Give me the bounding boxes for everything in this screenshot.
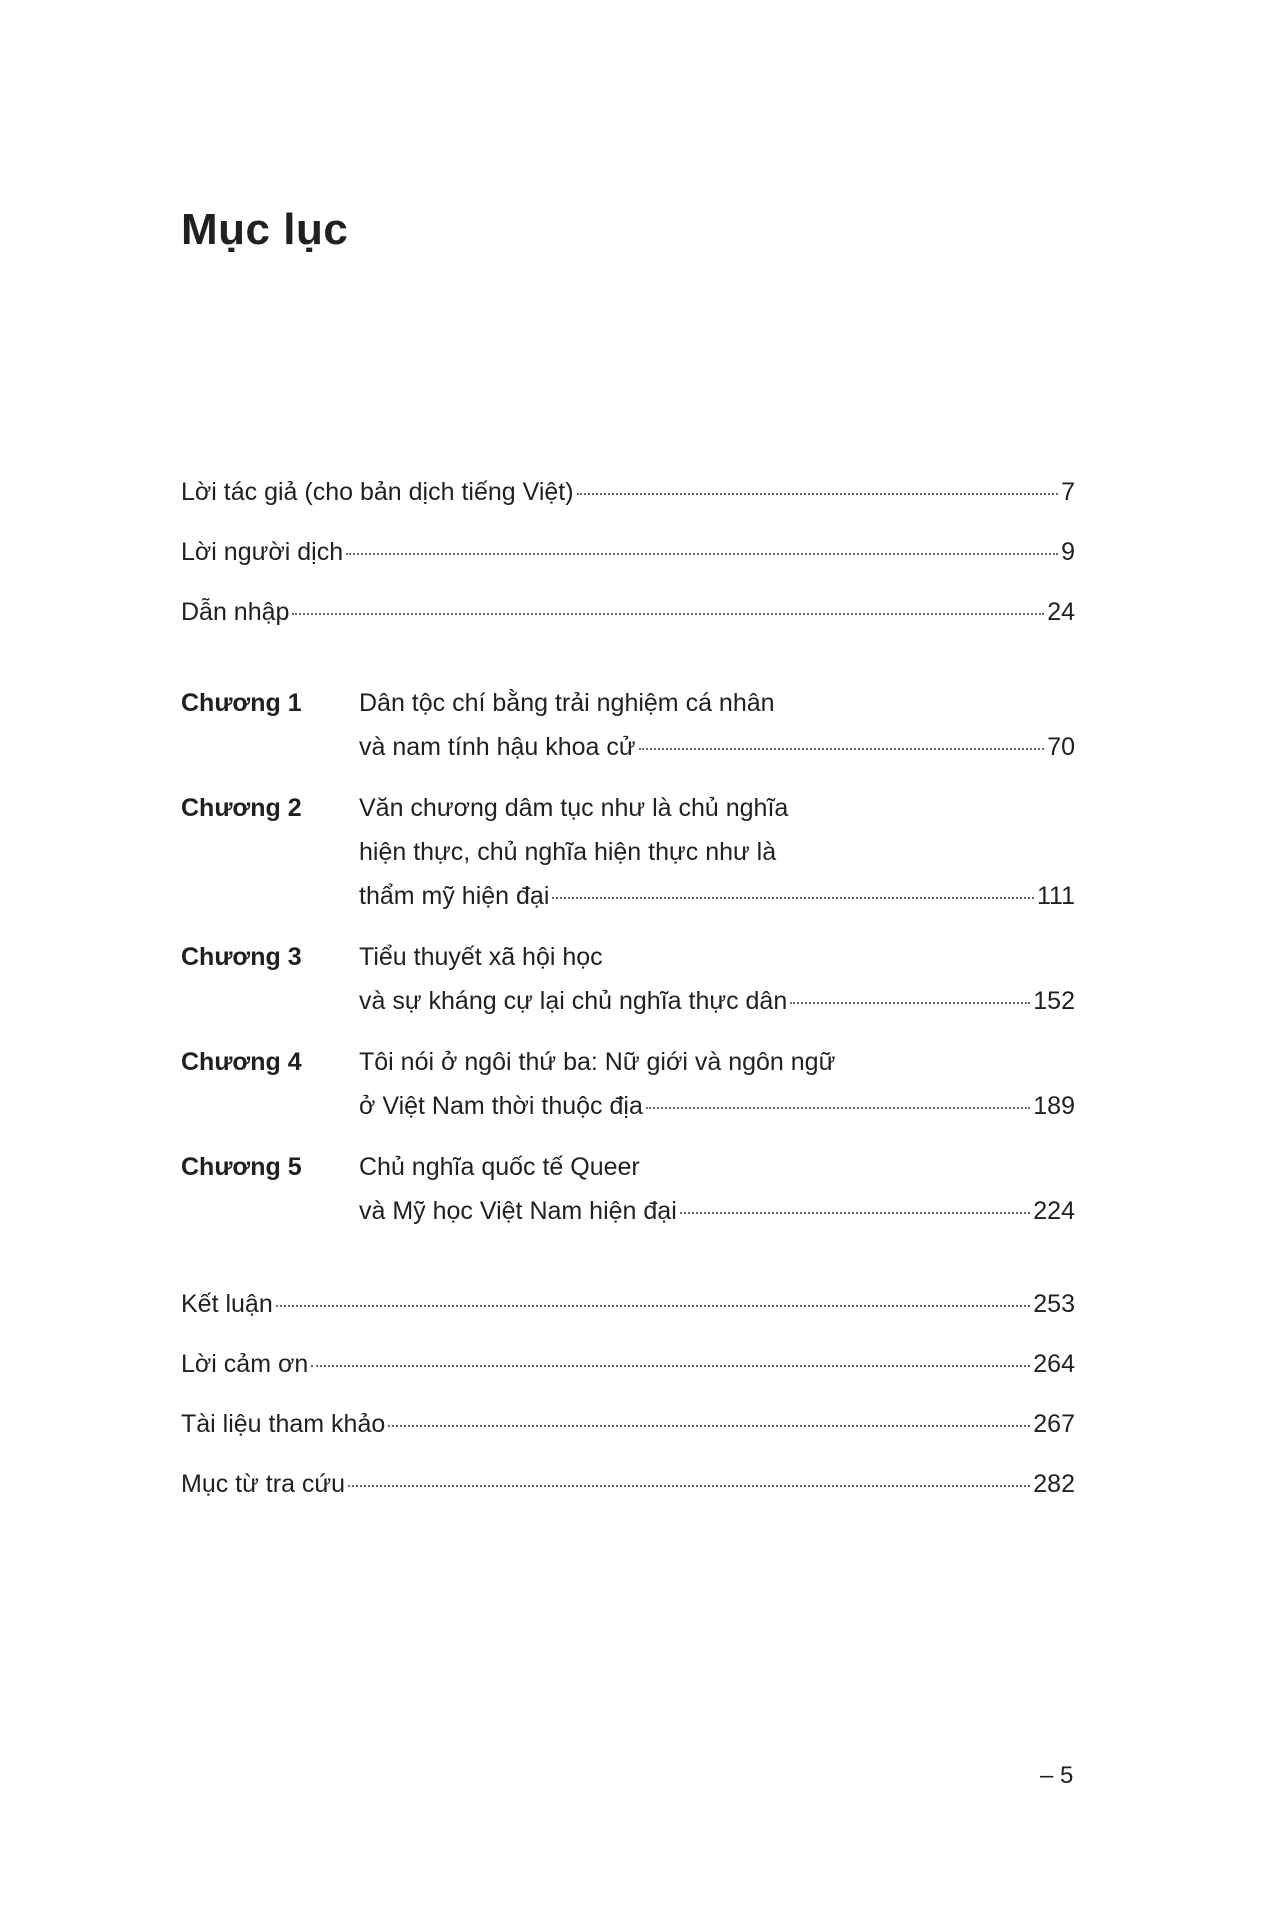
toc-entry-label: Lời người dịch — [181, 538, 344, 566]
dot-leader — [552, 897, 1034, 899]
dot-leader — [577, 493, 1059, 495]
chapter-title — [359, 942, 1075, 1030]
toc-entry-conclusion[interactable] — [181, 1289, 1075, 1319]
toc-entry-page: 264 — [1033, 1350, 1075, 1378]
chapter-page: 70 — [1047, 733, 1075, 761]
chapter-page: 111 — [1036, 882, 1075, 910]
toc-entry-label: Lời cảm ơn — [181, 1350, 309, 1378]
chapter-title-line: Văn chương dâm tục như là chủ nghĩa — [359, 794, 789, 822]
page-number: – 5 — [1040, 1762, 1074, 1789]
chapter-label: Chương 1 — [181, 689, 302, 717]
dot-leader — [790, 1002, 1030, 1004]
chapter-title — [359, 688, 1075, 776]
chapter-title-line: Chủ nghĩa quốc tế Queer — [359, 1153, 640, 1181]
toc-entry-references[interactable] — [181, 1409, 1075, 1439]
toc-entry-page: 267 — [1033, 1410, 1075, 1438]
dot-leader — [346, 553, 1058, 555]
toc-entry-label: Kết luận — [181, 1290, 273, 1318]
chapter-title-line: Tiểu thuyết xã hội học — [359, 943, 603, 971]
toc-entry-label: Lời tác giả (cho bản dịch tiếng Việt) — [181, 478, 574, 506]
dot-leader — [292, 613, 1044, 615]
dot-leader — [276, 1305, 1031, 1307]
toc-entry-page: 24 — [1047, 598, 1075, 626]
chapter-page: 152 — [1033, 987, 1075, 1015]
dot-leader — [680, 1212, 1031, 1214]
toc-entry-page: 253 — [1033, 1290, 1075, 1318]
toc-entry-label: Dẫn nhập — [181, 598, 290, 626]
chapter-title-line-text: và Mỹ học Việt Nam hiện đại — [359, 1197, 677, 1225]
chapter-title — [359, 1152, 1075, 1240]
toc-entry-page: 282 — [1033, 1470, 1075, 1498]
chapter-title — [359, 1047, 1075, 1135]
toc-entry-introduction[interactable] — [181, 597, 1075, 627]
dot-leader — [639, 748, 1045, 750]
toc-entry-index[interactable] — [181, 1469, 1075, 1499]
chapter-title-line — [359, 986, 1075, 1030]
chapter-title-line-text: ở Việt Nam thời thuộc địa — [359, 1092, 643, 1120]
toc-entry-acknowledgements[interactable] — [181, 1349, 1075, 1379]
chapter-title-line-text: và nam tính hậu khoa cử — [359, 733, 636, 761]
toc-entry-page: 9 — [1061, 538, 1075, 566]
chapter-label: Chương 4 — [181, 1048, 302, 1076]
dot-leader — [388, 1425, 1030, 1427]
chapter-title-line-text: và sự kháng cự lại chủ nghĩa thực dân — [359, 987, 788, 1015]
chapter-page: 224 — [1033, 1197, 1075, 1225]
chapter-title-line: Tôi nói ở ngôi thứ ba: Nữ giới và ngôn ngữ — [359, 1048, 836, 1076]
dot-leader — [348, 1485, 1030, 1487]
dot-leader — [646, 1107, 1030, 1109]
chapter-title-line: Dân tộc chí bằng trải nghiệm cá nhân — [359, 689, 775, 717]
toc-entry-author-preface[interactable] — [181, 477, 1075, 507]
chapter-title-line — [359, 1091, 1075, 1135]
dot-leader — [311, 1365, 1030, 1367]
chapter-title-line-text: thẩm mỹ hiện đại — [359, 882, 550, 910]
chapter-title-line — [359, 732, 1075, 776]
chapter-label: Chương 2 — [181, 794, 302, 822]
toc-entry-label: Mục từ tra cứu — [181, 1470, 346, 1498]
chapter-page: 189 — [1033, 1092, 1075, 1120]
chapter-title-line — [359, 881, 1075, 925]
chapter-title — [359, 793, 1075, 925]
chapter-title-line: hiện thực, chủ nghĩa hiện thực như là — [359, 838, 777, 866]
toc-entry-page: 7 — [1061, 478, 1075, 506]
page-title: Mục lục — [181, 205, 349, 254]
chapter-title-line — [359, 1196, 1075, 1240]
chapter-label: Chương 5 — [181, 1153, 302, 1181]
toc-entry-translator-preface[interactable] — [181, 537, 1075, 567]
toc-entry-label: Tài liệu tham khảo — [181, 1410, 386, 1438]
chapter-label: Chương 3 — [181, 943, 302, 971]
